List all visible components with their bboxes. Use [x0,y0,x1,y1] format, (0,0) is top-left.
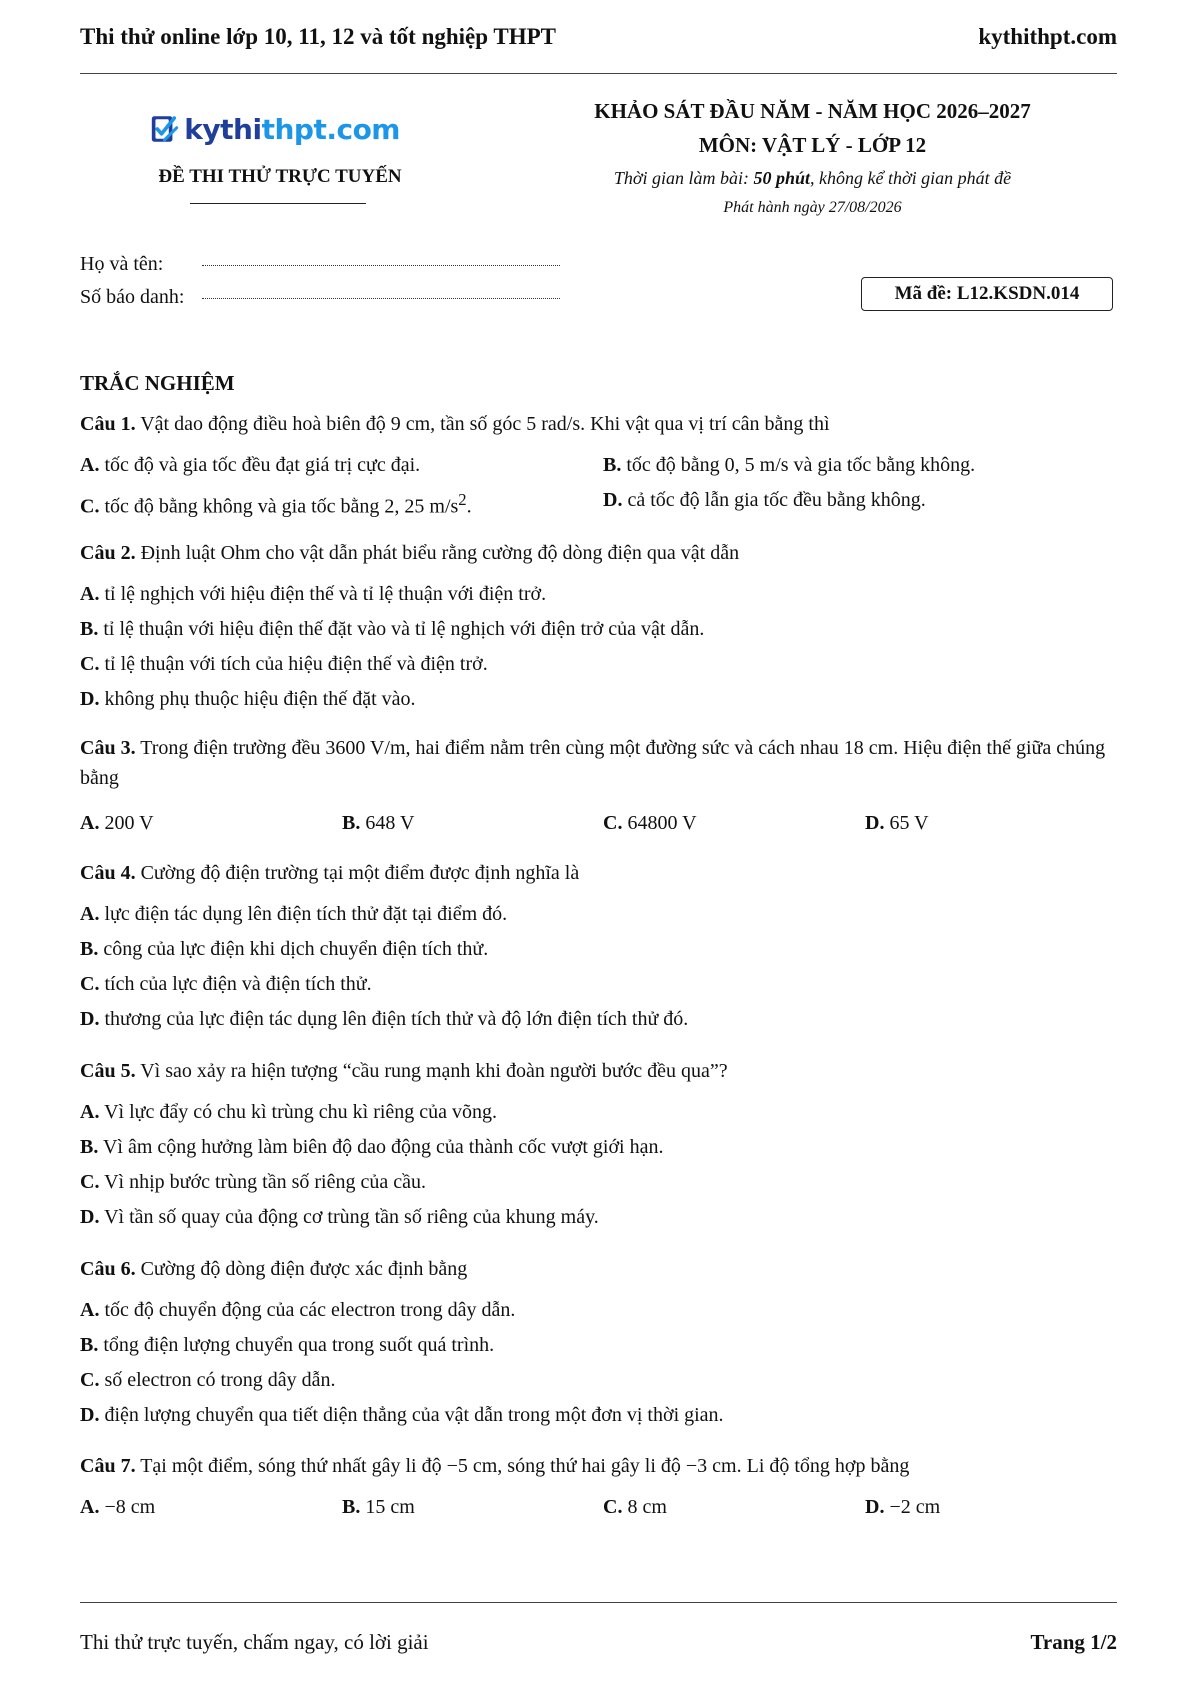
option-5b[interactable]: B. Vì âm cộng hưởng làm biên độ dao động của thành cốc vượt giới hạn. [80,1136,664,1158]
option-5a[interactable]: A. Vì lực đẩy có chu kì trùng chu kì riêng của võng. [80,1101,498,1123]
option-4c[interactable]: C. tích của lực điện và điện tích thử. [80,973,372,995]
footer-divider [80,1602,1117,1603]
option-2b[interactable]: B. tỉ lệ thuận với hiệu điện thế đặt vào và tỉ lệ nghịch với điện trở của vật dẫn. [80,618,705,640]
running-header [80,22,1117,52]
option-5c[interactable]: C. Vì nhịp bước trùng tần số riêng của cầu. [80,1171,426,1193]
section-title: TRẮC NGHIỆM [80,371,235,395]
option-3d[interactable]: D. 65 V [865,812,929,834]
option-7c[interactable]: C. 8 cm [603,1496,667,1518]
option-6c[interactable]: C. số electron có trong dây dẫn. [80,1369,336,1391]
title-underline [190,203,366,204]
page-footer [80,1630,1117,1655]
option-7b[interactable]: B. 15 cm [342,1496,415,1518]
question-2: Câu 2. Định luật Ohm cho vật dẫn phát biểu rằng cường độ dòng điện qua vật dẫn [80,542,740,564]
option-3a[interactable]: A. 200 V [80,812,154,834]
option-4a[interactable]: A. lực điện tác dụng lên điện tích thử đặt tại điểm đó. [80,903,508,925]
question-6: Câu 6. Cường độ dòng điện được xác định bằng [80,1258,468,1280]
option-2d[interactable]: D. không phụ thuộc hiệu điện thế đặt vào. [80,688,416,710]
option-6a[interactable]: A. tốc độ chuyển động của các electron trong dây dẫn. [80,1299,516,1321]
name-blank [202,264,560,266]
issue-date: Phát hành ngày 27/08/2026 [723,199,902,216]
exam-duration: Thời gian làm bài: 50 phút, không kể thời gian phát đề [613,168,1012,188]
candidate-name-row [80,253,560,276]
option-1c[interactable]: C. tốc độ bằng không và gia tốc bằng 2, 25 $m/s^2$. [80,490,472,518]
id-blank [202,297,560,299]
exam-masthead [540,94,1085,222]
footer-tagline: Thi thử trực tuyến, chấm ngay, có lời giải [80,1630,429,1654]
option-7a[interactable]: A. −8 cm [80,1496,156,1518]
option-5d[interactable]: D. Vì tần số quay của động cơ trùng tần số riêng của khung máy. [80,1206,599,1228]
option-6b[interactable]: B. tổng điện lượng chuyển qua trong suốt quá trình. [80,1334,495,1356]
question-4: Câu 4. Cường độ điện trường tại một điểm được định nghĩa là [80,862,580,884]
option-4b[interactable]: B. công của lực điện khi dịch chuyển điện tích thử. [80,938,489,960]
question-3: Câu 3. Trong điện trường đều 3600 V/m, hai điểm nằm trên cùng một đường sức và cách nhau 18 cm. Hiệu điện thế giữa chúng bằng [80,737,1106,789]
option-1d[interactable]: D. cả tốc độ lẫn gia tốc đều bằng không. [603,489,926,511]
logo-wordmark: kythithpt.com [184,112,400,146]
option-3b[interactable]: B. 648 V [342,812,415,834]
option-1b[interactable]: B. tốc độ bằng 0, 5 m/s và gia tốc bằng không. [603,454,976,476]
question-5: Câu 5. Vì sao xảy ra hiện tượng “cầu rung mạnh khi đoàn người bước đều qua”? [80,1060,728,1082]
exam-page [80,0,1117,1684]
option-4d[interactable]: D. thương của lực điện tác dụng lên điện tích thử và độ lớn điện tích thử đó. [80,1008,689,1030]
id-label: Số báo danh: [80,286,185,308]
option-2c[interactable]: C. tỉ lệ thuận với tích của hiệu điện thế và điện trở. [80,653,488,675]
exam-subject: MÔN: VẬT LÝ - LỚP 12 [698,133,927,157]
option-3c[interactable]: C. 64800 V [603,812,697,834]
question-1: Câu 1. Vật dao động điều hoà biên độ 9 cm, tần số góc 5 rad/s. Khi vật qua vị trí cân bằng thì [80,413,830,435]
header-divider [80,73,1117,74]
site-logo[interactable] [150,100,400,158]
logo-checkmark-icon [150,103,180,155]
option-7d[interactable]: D. −2 cm [865,1496,941,1518]
header-left-text: Thi thử online lớp 10, 11, 12 và tốt nghiệp THPT [80,24,556,49]
option-2a[interactable]: A. tỉ lệ nghịch với hiệu điện thế và tỉ lệ thuận với điện trở. [80,583,547,605]
question-7: Câu 7. Tại một điểm, sóng thứ nhất gây li độ −5 cm, sóng thứ hai gây li độ −3 cm. Li độ tổng hợp bằng [80,1455,910,1477]
exam-title: KHẢO SÁT ĐẦU NĂM - NĂM HỌC 2026–2027 [594,99,1031,123]
candidate-id-row [80,286,560,309]
option-6d[interactable]: D. điện lượng chuyển qua tiết diện thẳng của vật dẫn trong một đơn vị thời gian. [80,1404,724,1426]
online-test-title: ĐỀ THI THỬ TRỰC TUYẾN [158,166,402,187]
option-1a[interactable]: A. tốc độ và gia tốc đều đạt giá trị cực đại. [80,454,421,476]
name-label: Họ và tên: [80,253,164,275]
exam-code-badge: Mã đề: L12.KSDN.014 [861,277,1113,311]
page-number: Trang 1/2 [1030,1630,1117,1654]
header-site-link[interactable]: kythithpt.com [978,24,1117,49]
